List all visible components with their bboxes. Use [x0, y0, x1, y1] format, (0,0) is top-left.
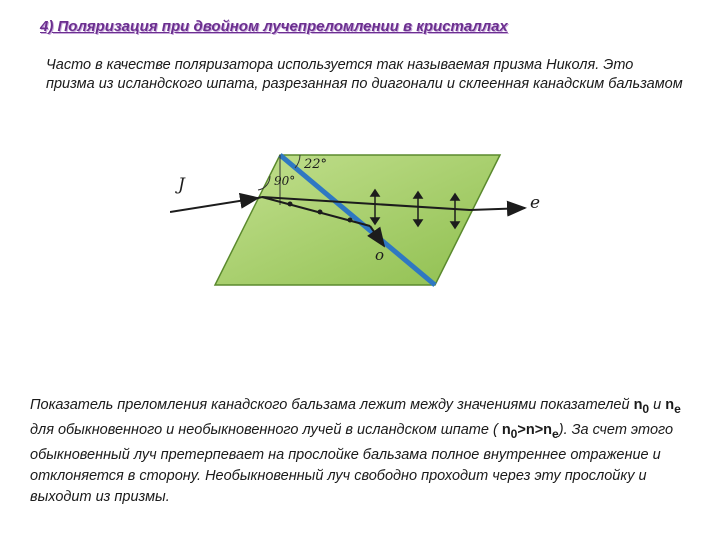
label-ray-j: J: [178, 175, 185, 195]
inequality: $n_0>n>n_e$: [501, 421, 559, 441]
intro-paragraph: Часто в качестве поляризатора используется так называемая призма Николя. Это призма из исландского шпата, разрезанная по диагонали и склеенная канадским бальзамом: [46, 57, 683, 92]
slide-title: 4) Поляризация при двойном лучепреломлении в кристаллах: [40, 18, 508, 35]
label-ray-e: e: [530, 193, 541, 213]
symbol-ne: $n_e$: [665, 397, 681, 416]
label-ray-o: o: [375, 246, 385, 264]
symbol-n0: $n_0$: [633, 397, 650, 416]
label-angle-90: 90°: [274, 174, 296, 188]
ray-incoming: [170, 198, 258, 212]
label-angle-22: 22°: [304, 157, 328, 172]
explanation-paragraph: Показатель преломления канадского бальзама лежит между значениями показателей $n_0$ и $n_e$ для обыкновенного и необыкновенного лучей в исландском шпате ( $n_0>n>n_e$). За счет этого обыкновенный луч претерпевает на прослойке бальзама полное внутреннее отражение и отклоняется в сторону. Необыкновенный луч свободно проходит через эту прослойку и выходит из призмы.: [30, 397, 681, 505]
nicol-prism-figure: [170, 150, 590, 290]
